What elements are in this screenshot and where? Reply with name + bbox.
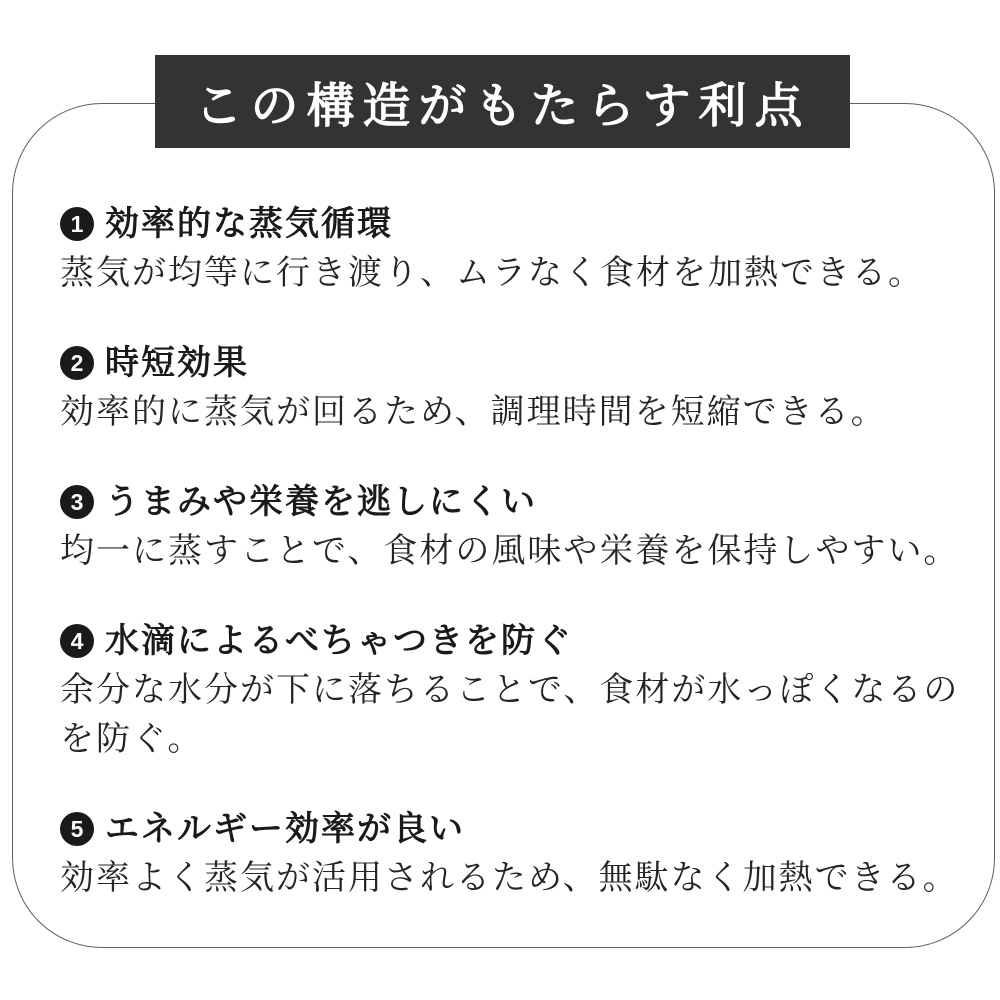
item-body-text: 蒸気が均等に行き渡り、ムラなく食材を加熱できる。 [60,254,924,292]
benefits-list [60,200,972,944]
item-heading [60,339,972,387]
item-heading [60,478,972,526]
page-title: この構造がもたらす利点 [194,80,811,133]
list-item-5 [60,805,972,903]
item-heading [60,805,972,853]
circled-number-icon: 2 [60,346,94,380]
item-body-text: 余分な水分が下に落ちることで、食材が水っぽくなるのを防ぐ。 [60,671,960,758]
circled-number-icon: 5 [60,812,94,846]
item-heading [60,200,972,248]
circled-number-icon: 3 [60,485,94,519]
item-heading-text: 水滴によるべちゃつきを防ぐ [105,622,573,660]
item-heading-text: 効率的な蒸気循環 [105,205,393,243]
list-item-3 [60,478,972,576]
list-item-4 [60,617,972,764]
item-body-text: 効率よく蒸気が活用されるため、無駄なく加熱できる。 [60,859,959,897]
circled-number-icon: 1 [60,207,94,241]
item-heading-text: 時短効果 [105,344,249,382]
list-item-2 [60,339,972,437]
title-banner [155,55,850,148]
circled-number-icon: 4 [60,624,94,658]
item-heading-text: エネルギー効率が良い [105,810,465,848]
item-heading-text: うまみや栄養を逃しにくい [105,483,537,521]
list-item-1 [60,200,972,298]
item-body-text: 均一に蒸すことで、食材の風味や栄養を保持しやすい。 [60,532,960,570]
item-body-text: 効率的に蒸気が回るため、調理時間を短縮できる。 [60,393,887,431]
item-heading [60,617,972,665]
